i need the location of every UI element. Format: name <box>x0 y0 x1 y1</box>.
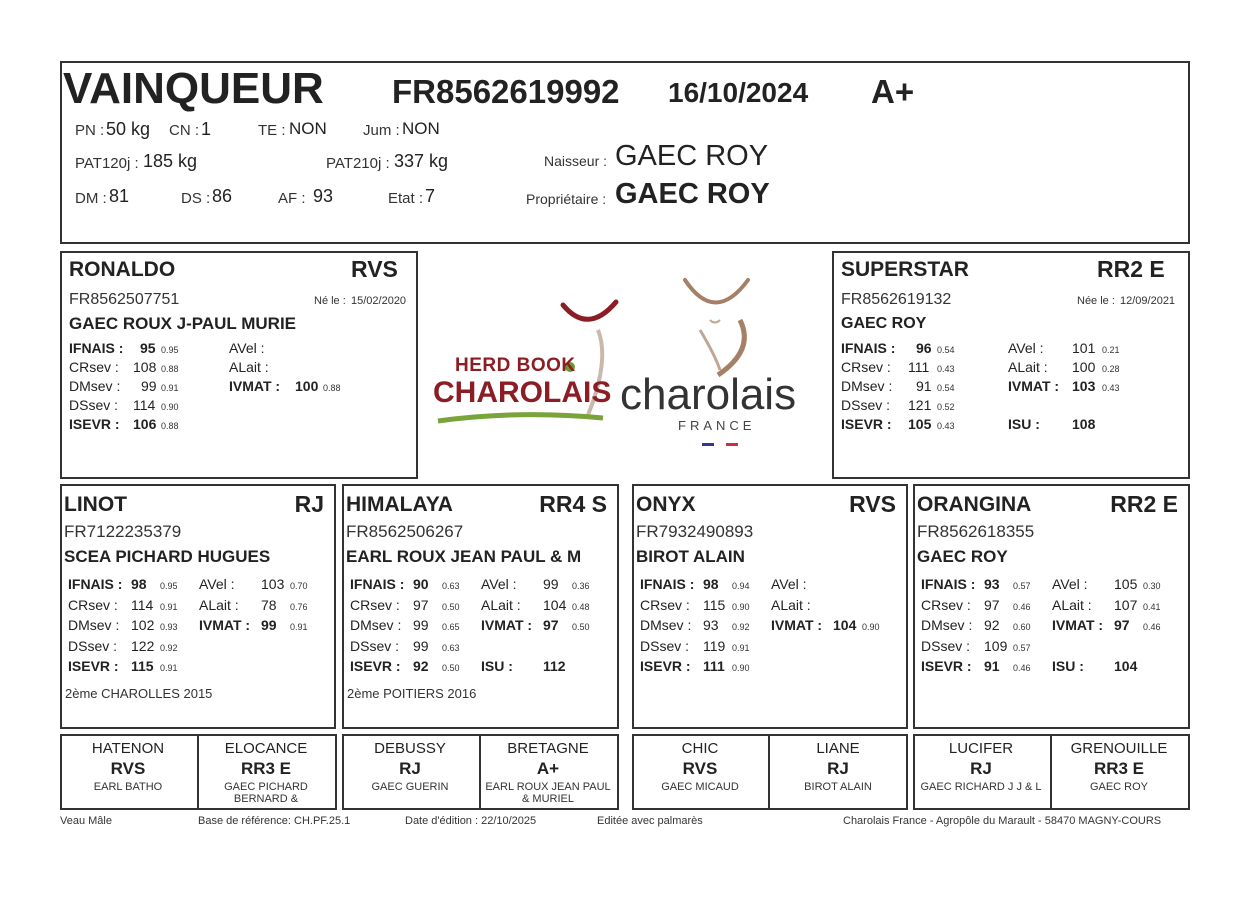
parent2-ifnais-label: IFNAIS : <box>68 576 123 592</box>
sire-ivmat: 100 <box>295 378 319 394</box>
sire-isevr: 106 <box>133 416 157 432</box>
dm-label: DM : <box>75 190 107 207</box>
parent2-dmsev-label: DMsev : <box>921 617 973 633</box>
pat210-label: PAT210j : <box>326 155 390 172</box>
animal-name: VAINQUEUR <box>63 64 324 113</box>
parent2-ifnais-label: IFNAIS : <box>640 576 695 592</box>
parent2-dmsev: 93 <box>703 617 719 633</box>
grandparent-owner: GAEC GUERIN <box>371 781 449 793</box>
grandparents-divider-2 <box>479 734 481 810</box>
parent2-dmsev-label: DMsev : <box>350 617 402 633</box>
sire-dmsev: 99 <box>141 378 157 394</box>
grandparent-qualification: RJ <box>827 759 849 778</box>
parent2-dssev-cd: 0.92 <box>160 642 178 653</box>
parent2-dmsev-cd: 0.93 <box>160 622 178 632</box>
grandparent-qualification: A+ <box>536 759 560 778</box>
grandparent-cell <box>1053 740 1185 793</box>
proprietaire-value: GAEC ROY <box>615 178 770 210</box>
dam-born-label: Née le : <box>1077 295 1115 307</box>
parent2-ivmat-cd: 0.46 <box>1143 622 1161 632</box>
grandparent-name: BRETAGNE <box>507 740 589 757</box>
parent2-dmsev-label: DMsev : <box>640 617 692 633</box>
dam-id: FR8562619132 <box>841 291 952 308</box>
parent2-name: ORANGINA <box>917 493 1032 516</box>
parent2-crsev-label: CRsev : <box>640 596 690 613</box>
grandparent-owner: GAEC MICAUD <box>661 781 739 793</box>
dam-isevr-label: ISEVR : <box>841 416 892 432</box>
dam-dmsev: 91 <box>916 378 932 394</box>
herdbook-line1: HERD BOOK <box>455 355 576 376</box>
parent2-avel-cd: 0.30 <box>1143 581 1161 591</box>
dam-dmsev-label: DMsev : <box>841 378 893 394</box>
parent2-alait-cd: 0.41 <box>1143 601 1161 612</box>
parent2-dssev: 122 <box>131 637 155 654</box>
grandparent-owner: GAEC ROY <box>1089 781 1149 793</box>
grandparent-owner: EARL ROUX JEAN PAUL & MURIEL <box>485 781 611 805</box>
jum-label: Jum : <box>363 122 400 139</box>
dam-avel-cd: 0.21 <box>1102 345 1120 355</box>
parent2-crsev-label: CRsev : <box>921 596 971 613</box>
sire-born-label: Né le : <box>314 295 346 307</box>
parent2-dmsev: 92 <box>984 617 1000 633</box>
parent2-ifnais-label: IFNAIS : <box>921 576 976 592</box>
parent2-isevr: 111 <box>703 658 725 674</box>
grandparent-cell <box>200 740 332 805</box>
grandparent-name: GRENOUILLE <box>1070 740 1168 757</box>
parent2-avel: 105 <box>1114 576 1138 592</box>
parent2-dssev-label: DSsev : <box>640 637 690 654</box>
parent2-crsev-cd: 0.50 <box>442 601 460 612</box>
parent2-isevr-label: ISEVR : <box>68 658 119 674</box>
pn-value: 50 kg <box>106 119 151 139</box>
cn-label: CN : <box>169 122 199 139</box>
parent2-isu: 104 <box>1114 658 1138 674</box>
footer-base: Base de référence: CH.PF.25.1 <box>198 815 351 827</box>
grandparent-qualification: RVS <box>110 759 146 778</box>
parent2-id: FR7932490893 <box>636 522 754 541</box>
parent2-qualification: RJ <box>294 491 324 517</box>
parent2-ifnais-cd: 0.63 <box>442 581 460 591</box>
parent2-crsev-cd: 0.90 <box>732 601 750 612</box>
parent2-crsev-cd: 0.91 <box>160 601 178 612</box>
parent2-isevr: 91 <box>984 658 1000 674</box>
dam-alait-cd: 0.28 <box>1102 364 1120 374</box>
parent2-alait: 78 <box>261 596 277 613</box>
te-value: NON <box>289 119 327 138</box>
parent2-owner: GAEC ROY <box>917 547 1008 566</box>
te-label: TE : <box>258 122 286 139</box>
grandparent-qualification: RR3 E <box>1093 759 1145 778</box>
herdbook-line2: CHAROLAIS <box>433 376 612 409</box>
dam-ifnais-cd: 0.54 <box>937 345 955 355</box>
parent2-name: HIMALAYA <box>346 493 453 516</box>
parent2-ifnais-cd: 0.95 <box>160 581 178 591</box>
sire-owner: GAEC ROUX J-PAUL MURIE <box>69 314 297 333</box>
dam-avel-label: AVel : <box>1008 340 1044 356</box>
parent2-crsev: 115 <box>703 596 726 613</box>
parent2-alait: 107 <box>1114 596 1138 613</box>
sire-dmsev-cd: 0.91 <box>161 383 179 393</box>
parent2-avel-label: AVel : <box>481 576 517 592</box>
parent2-ivmat-label: IVMAT : <box>481 617 533 633</box>
parent2-crsev-cd: 0.46 <box>1013 601 1031 612</box>
parent2-isu: 112 <box>543 658 566 674</box>
dam-avel: 101 <box>1072 340 1096 356</box>
parent2-isevr-cd: 0.91 <box>160 663 178 673</box>
dam-ifnais-label: IFNAIS : <box>841 340 896 356</box>
parent2-palmares: 2ème POITIERS 2016 <box>347 686 477 701</box>
parent2-dmsev: 102 <box>131 617 155 633</box>
dam-born: 12/09/2021 <box>1120 295 1176 307</box>
parent2-ivmat-cd: 0.91 <box>290 622 308 632</box>
parent2-ivmat-label: IVMAT : <box>199 617 251 633</box>
grandparent-name: ELOCANCE <box>224 740 308 757</box>
parent2-dssev-cd: 0.57 <box>1013 642 1031 653</box>
france-wordmark: FRANCE <box>678 418 756 433</box>
dam-dssev-label: DSsev : <box>841 397 891 413</box>
ds-value: 86 <box>212 186 233 206</box>
parent2-dssev: 99 <box>413 637 429 654</box>
parent2-ivmat: 97 <box>543 617 559 633</box>
parent2-alait: 104 <box>543 596 567 613</box>
parent2-dmsev-label: DMsev : <box>68 617 120 633</box>
parent2-isevr-label: ISEVR : <box>350 658 401 674</box>
charolais-wordmark: charolais <box>620 370 797 419</box>
sire-crsev-cd: 0.88 <box>161 364 179 374</box>
animal-id: FR8562619992 <box>392 73 620 110</box>
sire-avel-label: AVel : <box>229 340 265 356</box>
parent2-name: LINOT <box>64 493 127 516</box>
parent2-name: ONYX <box>636 493 696 516</box>
parent2-avel-label: AVel : <box>771 576 807 592</box>
grandparent-name: DEBUSSY <box>374 740 446 757</box>
parent2-ifnais-cd: 0.94 <box>732 581 750 591</box>
parent2-ifnais: 98 <box>703 576 719 592</box>
parent2-dssev: 109 <box>984 637 1008 654</box>
parent2-crsev: 97 <box>413 596 429 613</box>
parent2-alait-label: ALait : <box>481 596 521 613</box>
sire-dmsev-label: DMsev : <box>69 378 121 394</box>
dam-ivmat-cd: 0.43 <box>1102 383 1120 393</box>
grandparent-cell <box>772 740 904 793</box>
parent2-dmsev-cd: 0.60 <box>1013 622 1031 632</box>
dam-alait-label: ALait : <box>1008 359 1048 375</box>
parent2-alait-label: ALait : <box>199 596 239 613</box>
af-label: AF : <box>278 190 306 207</box>
parent2-avel: 103 <box>261 576 285 592</box>
pat210-value: 337 kg <box>394 151 449 171</box>
sire-born: 15/02/2020 <box>351 295 407 307</box>
parent2-crsev: 97 <box>984 596 1000 613</box>
parent2-avel-cd: 0.36 <box>572 581 590 591</box>
parent2-ifnais: 98 <box>131 576 147 592</box>
sire-dssev-label: DSsev : <box>69 397 119 413</box>
sire-dssev-cd: 0.90 <box>161 402 179 412</box>
sire-qualification: RVS <box>351 256 398 282</box>
parent2-avel: 99 <box>543 576 559 592</box>
parent2-ivmat-cd: 0.90 <box>862 622 880 632</box>
parent2-owner: SCEA PICHARD HUGUES <box>64 547 271 566</box>
parent2-qualification: RR4 S <box>539 491 607 517</box>
parent2-avel-label: AVel : <box>1052 576 1088 592</box>
parent2-dssev-label: DSsev : <box>68 637 118 654</box>
pn-label: PN : <box>75 122 105 139</box>
naisseur-label: Naisseur : <box>544 153 608 169</box>
grandparents-divider-3 <box>768 734 770 810</box>
parent2-dssev-cd: 0.91 <box>732 642 750 653</box>
parent2-crsev: 114 <box>131 596 154 613</box>
grandparent-cell <box>344 740 476 793</box>
grandparent-qualification: RVS <box>682 759 718 778</box>
sire-dssev: 114 <box>133 397 156 413</box>
parent2-dmsev-cd: 0.92 <box>732 622 750 632</box>
sire-ifnais-label: IFNAIS : <box>69 340 124 356</box>
dam-crsev: 111 <box>908 359 930 375</box>
dam-dssev: 121 <box>908 397 932 413</box>
dam-isevr-cd: 0.43 <box>937 421 955 431</box>
parent2-crsev-label: CRsev : <box>68 596 118 613</box>
etat-label: Etat : <box>388 190 424 207</box>
parent2-alait-cd: 0.48 <box>572 601 590 612</box>
sire-id: FR8562507751 <box>69 291 180 308</box>
dam-dssev-cd: 0.52 <box>937 402 955 412</box>
grandparents-divider-4 <box>1050 734 1052 810</box>
parent2-owner: EARL ROUX JEAN PAUL & M <box>346 547 582 566</box>
sire-isevr-cd: 0.88 <box>161 421 179 431</box>
dam-ivmat: 103 <box>1072 378 1096 394</box>
grandparent-name: HATENON <box>91 740 165 757</box>
animal-date: 16/10/2024 <box>668 77 809 108</box>
parent2-dssev-label: DSsev : <box>921 637 971 654</box>
parent2-qualification: RR2 E <box>1110 491 1178 517</box>
parent2-isevr-label: ISEVR : <box>640 658 691 674</box>
animal-grade: A+ <box>871 73 915 110</box>
dam-crsev-label: CRsev : <box>841 359 891 375</box>
parent2-ifnais-label: IFNAIS : <box>350 576 405 592</box>
dam-ifnais: 96 <box>916 340 932 356</box>
sire-ifnais: 95 <box>140 340 156 356</box>
dam-name: SUPERSTAR <box>841 258 969 281</box>
dam-dmsev-cd: 0.54 <box>937 383 955 393</box>
parent2-isu-label: ISU : <box>1052 658 1084 674</box>
parent2-ifnais: 93 <box>984 576 1000 592</box>
parent2-dssev-label: DSsev : <box>350 637 400 654</box>
grandparent-qualification: RR3 E <box>240 759 292 778</box>
parent2-ivmat-cd: 0.50 <box>572 622 590 632</box>
dam-isu-label: ISU : <box>1008 416 1040 432</box>
grandparent-qualification: RJ <box>970 759 992 778</box>
sire-ivmat-cd: 0.88 <box>323 383 341 393</box>
parent2-avel-cd: 0.70 <box>290 581 308 591</box>
grandparent-owner: EARL BATHO <box>93 781 163 793</box>
parent2-dmsev-cd: 0.65 <box>442 622 460 632</box>
parent2-alait-label: ALait : <box>1052 596 1092 613</box>
sire-alait-label: ALait : <box>229 359 269 375</box>
dam-qualification: RR2 E <box>1097 256 1165 282</box>
parent2-isevr-cd: 0.90 <box>732 663 750 673</box>
parent2-id: FR8562506267 <box>346 522 464 541</box>
parent2-crsev-label: CRsev : <box>350 596 400 613</box>
parent2-qualification: RVS <box>849 491 896 517</box>
dam-crsev-cd: 0.43 <box>937 364 955 374</box>
parent2-dmsev: 99 <box>413 617 429 633</box>
parent2-ivmat-label: IVMAT : <box>771 617 823 633</box>
dam-isevr: 105 <box>908 416 932 432</box>
parent2-ivmat: 99 <box>261 617 277 633</box>
grandparent-owner: GAEC PICHARD BERNARD & <box>224 781 308 805</box>
parent2-ivmat-label: IVMAT : <box>1052 617 1104 633</box>
sire-ifnais-cd: 0.95 <box>161 345 179 355</box>
proprietaire-label: Propriétaire : <box>526 191 607 207</box>
dam-ivmat-label: IVMAT : <box>1008 378 1060 394</box>
ds-label: DS : <box>181 190 211 207</box>
parent2-isevr-label: ISEVR : <box>921 658 972 674</box>
parent2-ifnais-cd: 0.57 <box>1013 581 1031 591</box>
sire-crsev: 108 <box>133 359 157 375</box>
etat-value: 7 <box>425 186 436 206</box>
parent2-alait-label: ALait : <box>771 596 811 613</box>
jum-value: NON <box>402 119 440 138</box>
grandparent-cell <box>62 740 194 793</box>
parent2-owner: BIROT ALAIN <box>636 547 745 566</box>
parent2-isu-label: ISU : <box>481 658 513 674</box>
af-value: 93 <box>313 186 334 206</box>
naisseur-value: GAEC ROY <box>615 140 769 172</box>
parent2-isevr-cd: 0.50 <box>442 663 460 673</box>
parent2-dssev-cd: 0.63 <box>442 642 460 653</box>
grandparent-owner: GAEC RICHARD J J & L <box>920 781 1042 793</box>
sire-isevr-label: ISEVR : <box>69 416 120 432</box>
footer-organisation: Charolais France - Agropôle du Marault - 58470 MAGNY-COURS <box>843 815 1162 827</box>
grandparents-divider-1 <box>197 734 199 810</box>
grandparent-name: LIANE <box>816 740 860 757</box>
footer-edition-date: Date d'édition : 22/10/2025 <box>405 815 537 827</box>
parent2-ivmat: 104 <box>833 617 857 633</box>
grandparent-cell <box>915 740 1047 793</box>
sire-name: RONALDO <box>69 258 176 281</box>
sire-ivmat-label: IVMAT : <box>229 378 281 394</box>
parent2-id: FR8562618355 <box>917 522 1035 541</box>
pat120-label: PAT120j : <box>75 155 139 172</box>
grandparent-owner: BIROT ALAIN <box>804 781 872 793</box>
parent2-palmares: 2ème CHAROLLES 2015 <box>65 686 213 701</box>
parent2-isevr-cd: 0.46 <box>1013 663 1031 673</box>
grandparent-name: CHIC <box>681 740 719 757</box>
grandparent-qualification: RJ <box>399 759 421 778</box>
parent2-isevr: 92 <box>413 658 429 674</box>
parent2-avel-label: AVel : <box>199 576 235 592</box>
pat120-value: 185 kg <box>143 151 198 171</box>
parent2-isevr: 115 <box>131 658 154 674</box>
sire-crsev-label: CRsev : <box>69 359 119 375</box>
parent2-alait-cd: 0.76 <box>290 601 308 612</box>
grandparent-name: LUCIFER <box>948 740 1014 757</box>
parent2-ivmat: 97 <box>1114 617 1130 633</box>
dm-value: 81 <box>109 186 130 206</box>
cn-value: 1 <box>201 119 212 139</box>
footer-sex: Veau Mâle <box>60 815 112 827</box>
dam-alait: 100 <box>1072 359 1096 375</box>
parent2-ifnais: 90 <box>413 576 429 592</box>
footer-palmares: Editée avec palmarès <box>597 815 703 827</box>
parent2-id: FR7122235379 <box>64 522 182 541</box>
dam-isu: 108 <box>1072 416 1096 432</box>
parent2-dssev: 119 <box>703 637 726 654</box>
grandparent-cell <box>634 740 766 793</box>
grandparent-cell <box>482 740 614 805</box>
dam-owner: GAEC ROY <box>841 315 927 332</box>
